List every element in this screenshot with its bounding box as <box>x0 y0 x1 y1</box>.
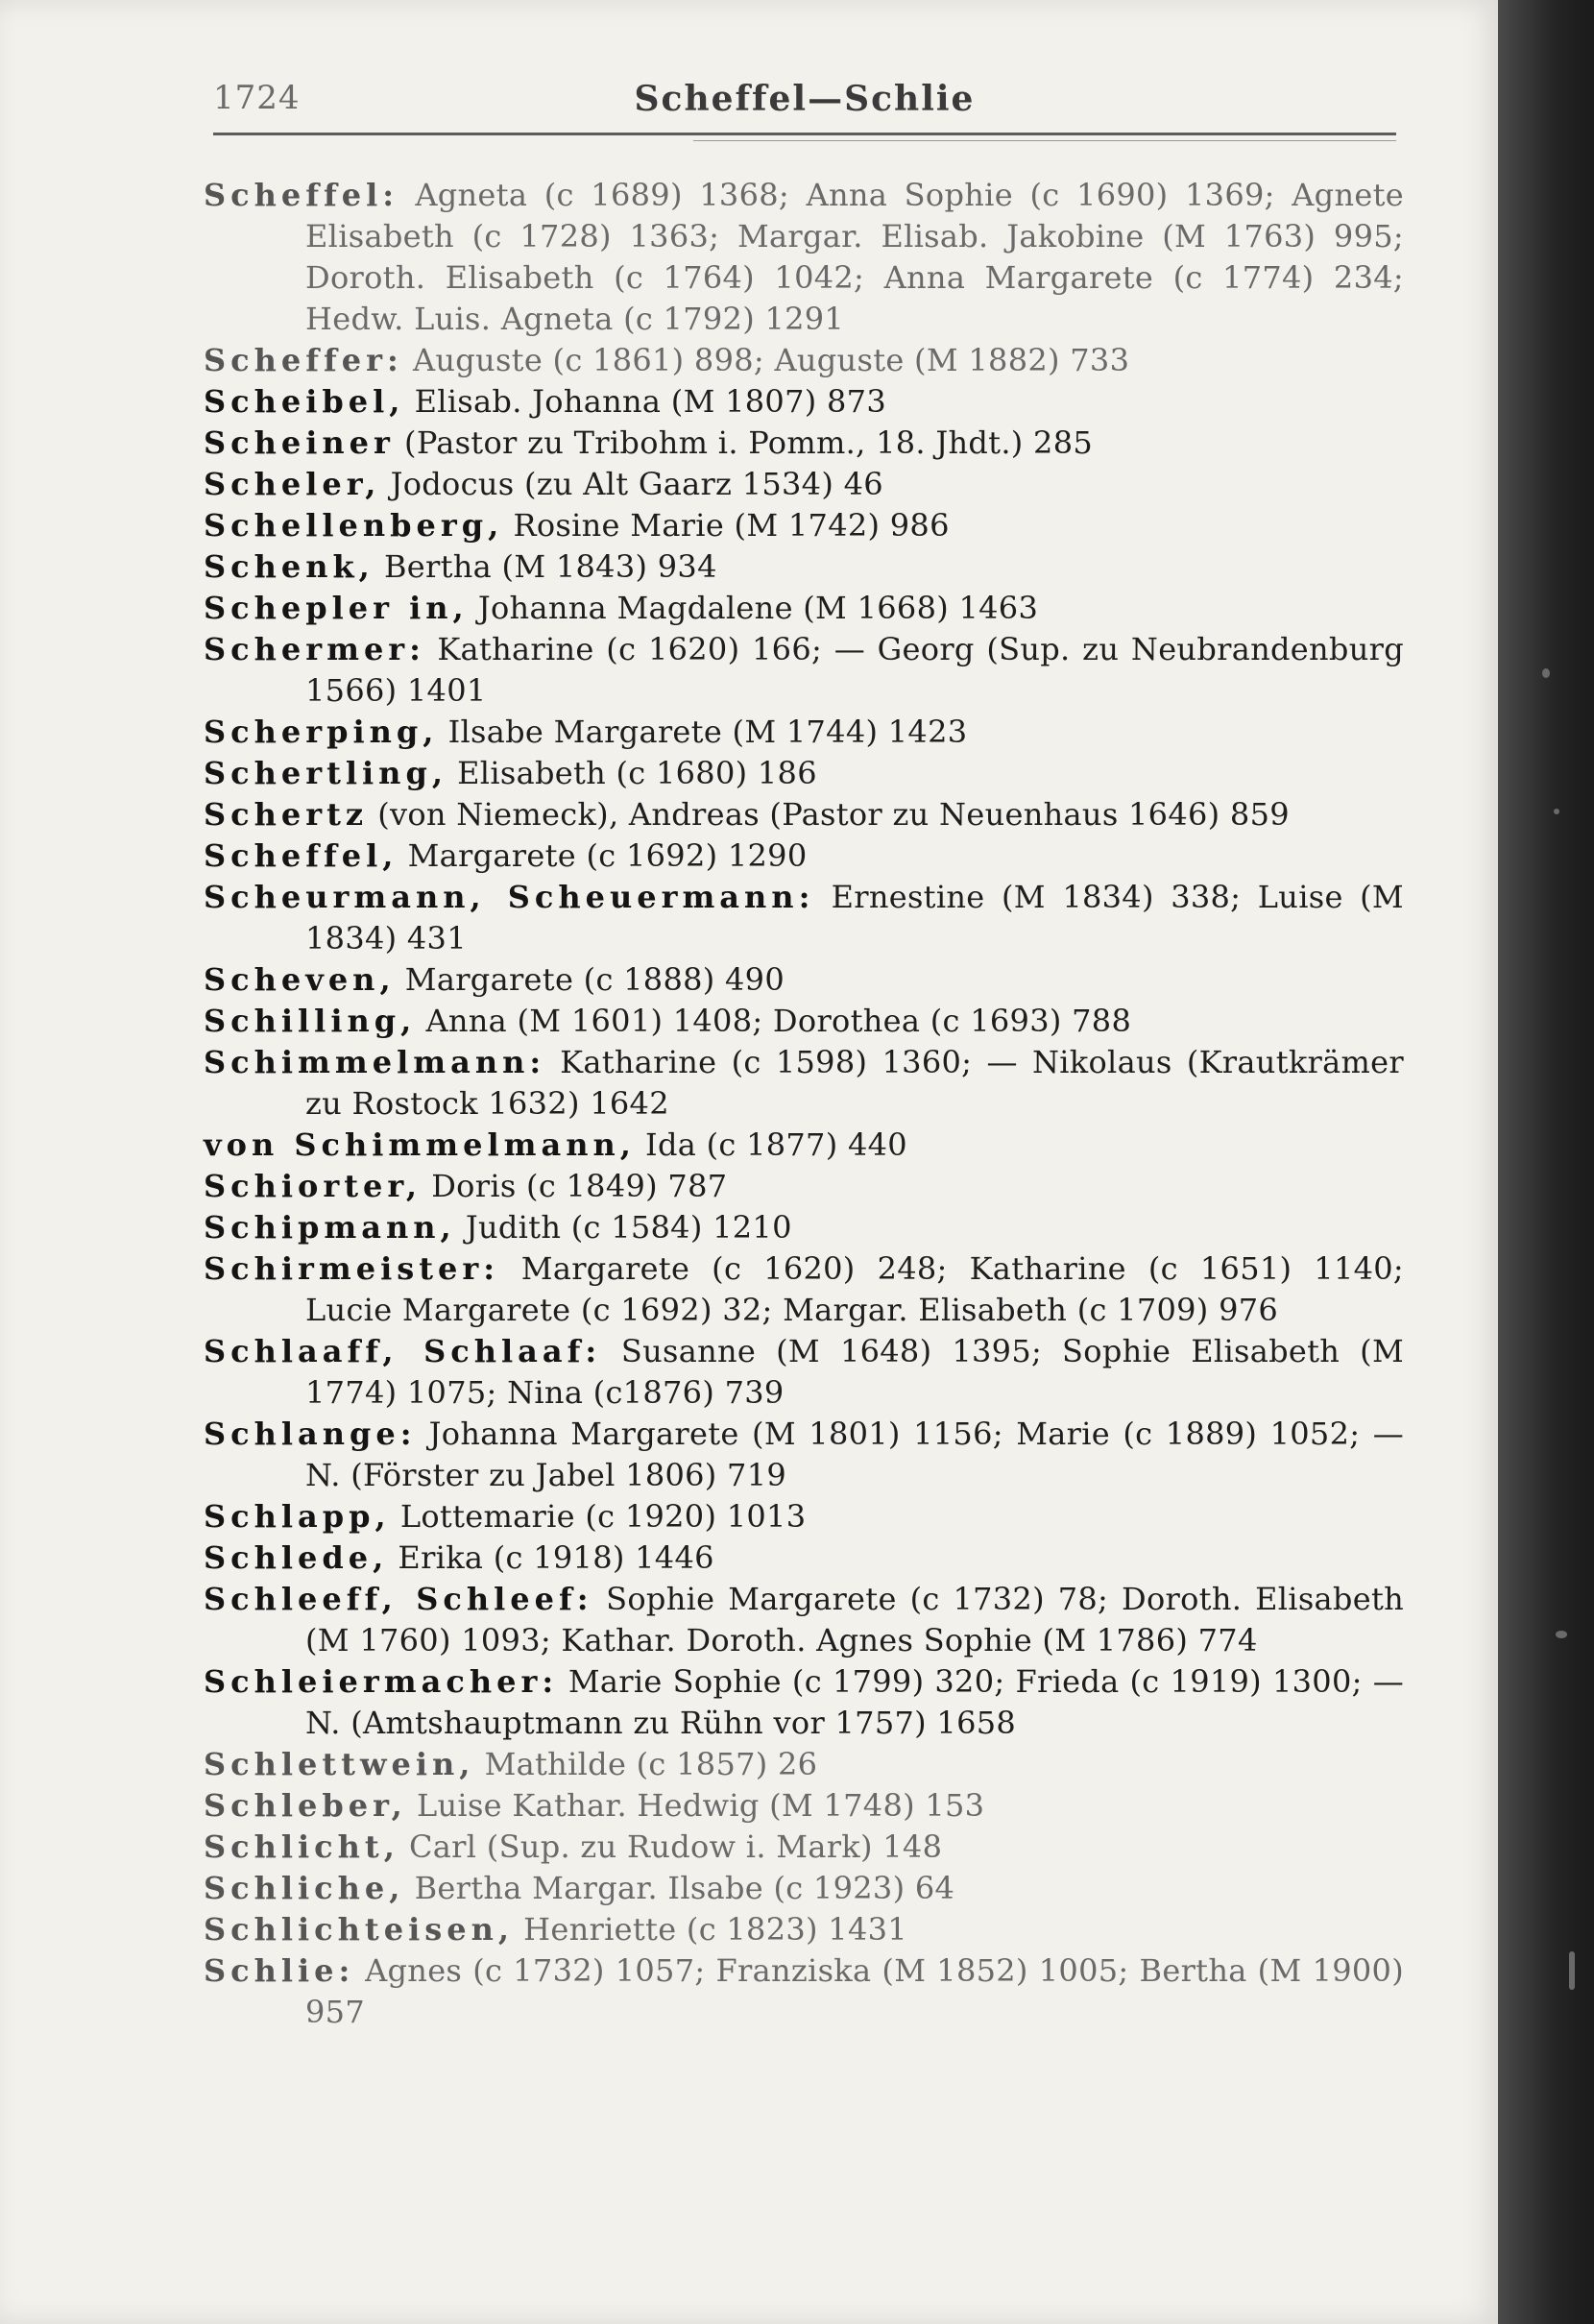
entry-text: Carl (Sup. zu Rudow i. Mark) 148 <box>409 1828 943 1865</box>
register-entry <box>204 175 1404 340</box>
entry-text: Jodocus (zu Alt Gaarz 1534) 46 <box>390 466 883 502</box>
ink-speck <box>1556 1631 1567 1638</box>
register-entry <box>204 1579 1404 1661</box>
register-entry <box>204 1248 1404 1331</box>
ink-speck <box>1542 668 1550 678</box>
register-entry <box>204 505 1404 546</box>
entry-text: Mathilde (c 1857) 26 <box>484 1746 818 1782</box>
register-entry <box>204 1042 1404 1125</box>
register-entry <box>204 1125 1404 1166</box>
entry-text: Marie Sophie (c 1799) 320; Frieda (c 1919) 1300; — N. (Amtshauptmann zu Rühn vor 1757) 1658 <box>305 1663 1405 1741</box>
entry-text: Johanna Margarete (M 1801) 1156; Marie (c 1889) 1052; — N. (Förster zu Jabel 1806) 719 <box>305 1416 1405 1493</box>
surname: von Schimmelmann, <box>204 1126 636 1163</box>
surname: Schilling, <box>204 1003 417 1039</box>
register-entry <box>204 794 1404 835</box>
entry-text: (von Niemeck), Andreas (Pastor zu Neuenhaus 1646) 859 <box>377 796 1290 833</box>
surname: Schiorter, <box>204 1168 423 1204</box>
surname: Schimmelmann: <box>204 1044 546 1080</box>
register-entries <box>204 175 1404 2033</box>
scan-page-edge <box>1498 0 1594 2324</box>
entry-text: Doris (c 1849) 787 <box>431 1168 728 1204</box>
entry-text: Johanna Magdalene (M 1668) 1463 <box>477 590 1039 626</box>
entry-text: Katharine (c 1598) 1360; — Nikolaus (Krautkrämer zu Rostock 1632) 1642 <box>305 1044 1404 1122</box>
register-entry <box>204 1207 1404 1248</box>
surname: Schertling, <box>204 755 447 791</box>
surname: Schertz <box>204 796 369 833</box>
surname: Schellenberg, <box>204 507 504 544</box>
ink-speck <box>1569 1951 1575 1990</box>
surname: Scherping, <box>204 714 439 750</box>
entry-text: Henriette (c 1823) 1431 <box>523 1911 907 1948</box>
surname: Scheibel, <box>204 383 405 420</box>
surname: Schlede, <box>204 1539 389 1576</box>
surname: Scheven, <box>204 961 396 998</box>
entry-text: Lottemarie (c 1920) 1013 <box>399 1498 807 1535</box>
surname: Scheffel, <box>204 837 398 874</box>
entry-text: Susanne (M 1648) 1395; Sophie Elisabeth (M 1774) 1075; Nina (c1876) 739 <box>305 1333 1405 1411</box>
entry-text: Anna (M 1601) 1408; Dorothea (c 1693) 788 <box>425 1003 1132 1039</box>
surname: Schleeff, Schleef: <box>204 1581 593 1617</box>
entry-text: Judith (c 1584) 1210 <box>465 1209 792 1246</box>
register-entry <box>204 1331 1404 1414</box>
surname: Schlicht, <box>204 1828 399 1865</box>
surname: Schleber, <box>204 1787 407 1824</box>
register-entry <box>204 877 1404 959</box>
register-entry <box>204 1744 1404 1785</box>
register-entry <box>204 546 1404 588</box>
entry-text: Margarete (c 1888) 490 <box>404 961 785 998</box>
surname: Scheler, <box>204 466 381 502</box>
register-entry <box>204 835 1404 877</box>
register-entry <box>204 340 1404 381</box>
header-rule <box>213 133 1396 135</box>
register-entry <box>204 753 1404 794</box>
entry-text: (Pastor zu Tribohm i. Pomm., 18. Jhdt.) 285 <box>404 424 1094 461</box>
surname: Schlettwein, <box>204 1746 475 1782</box>
surname: Schirmeister: <box>204 1250 500 1287</box>
register-entry <box>204 1001 1404 1042</box>
surname: Schlaaff, Schlaaf: <box>204 1333 602 1369</box>
entry-text: Agnes (c 1732) 1057; Franziska (M 1852) 1005; Bertha (M 1900) 957 <box>305 1952 1404 2030</box>
surname: Schermer: <box>204 631 425 667</box>
register-entry <box>204 1166 1404 1207</box>
entry-text: Rosine Marie (M 1742) 986 <box>513 507 950 544</box>
surname: Schlange: <box>204 1416 417 1452</box>
entry-text: Bertha (M 1843) 934 <box>383 548 717 585</box>
entry-text: Ilsabe Margarete (M 1744) 1423 <box>447 714 968 750</box>
ink-speck <box>1554 809 1559 814</box>
surname: Schlichteisen, <box>204 1911 514 1948</box>
register-entry <box>204 629 1404 712</box>
surname: Schlapp, <box>204 1498 391 1535</box>
surname: Schepler in, <box>204 590 469 626</box>
register-entry <box>204 712 1404 753</box>
surname: Schipmann, <box>204 1209 456 1246</box>
entry-text: Erika (c 1918) 1446 <box>398 1539 714 1576</box>
entry-text: Katharine (c 1620) 166; — Georg (Sup. zu Neubrandenburg 1566) 1401 <box>305 631 1405 709</box>
page-header <box>213 79 1396 136</box>
surname: Scheffer: <box>204 342 403 378</box>
register-entry <box>204 1909 1404 1950</box>
register-entry <box>204 588 1404 629</box>
register-entry <box>204 1785 1404 1827</box>
entry-text: Margarete (c 1620) 248; Katharine (c 1651) 1140; Lucie Margarete (c 1692) 32; Margar. Elisabeth (c 1709) 976 <box>305 1250 1405 1328</box>
register-entry <box>204 1868 1404 1909</box>
entry-text: Auguste (c 1861) 898; Auguste (M 1882) 733 <box>412 342 1130 378</box>
surname: Schenk, <box>204 548 374 585</box>
surname: Scheffel: <box>204 177 399 213</box>
surname: Scheiner <box>204 424 395 461</box>
register-entry <box>204 959 1404 1001</box>
surname: Scheurmann, Scheuermann: <box>204 879 815 915</box>
register-entry <box>204 464 1404 505</box>
entry-text: Luise Kathar. Hedwig (M 1748) 153 <box>416 1787 985 1824</box>
entry-text: Elisabeth (c 1680) 186 <box>457 755 817 791</box>
surname: Schleiermacher: <box>204 1663 559 1700</box>
entry-text: Agneta (c 1689) 1368; Anna Sophie (c 1690) 1369; Agnete Elisabeth (c 1728) 1363; Margar. Elisab. Jakobine (M 1763) 995; Doroth. Elisabeth (c 1764) 1042; Anna Margarete (c 1774) 234; Hedw. Luis. Agneta (c 1792) 1291 <box>305 177 1405 337</box>
register-entry <box>204 423 1404 464</box>
entry-text: Bertha Margar. Ilsabe (c 1923) 64 <box>414 1870 955 1906</box>
register-entry <box>204 1827 1404 1868</box>
surname: Schlie: <box>204 1952 355 1989</box>
entry-text: Ida (c 1877) 440 <box>645 1126 907 1163</box>
entry-text: Margarete (c 1692) 1290 <box>407 837 808 874</box>
page-number: 1724 <box>213 79 301 117</box>
running-head: Scheffel—Schlie <box>634 79 976 119</box>
register-entry <box>204 1661 1404 1744</box>
entry-text: Ernestine (M 1834) 338; Luise (M 1834) 431 <box>305 879 1404 956</box>
entry-text: Sophie Margarete (c 1732) 78; Doroth. Elisabeth (M 1760) 1093; Kathar. Doroth. Agnes Sophie (M 1786) 774 <box>305 1581 1405 1658</box>
register-entry <box>204 381 1404 423</box>
header-rule-thin <box>693 140 1396 141</box>
register-entry <box>204 1414 1404 1496</box>
register-entry <box>204 1537 1404 1579</box>
surname: Schliche, <box>204 1870 405 1906</box>
register-entry <box>204 1950 1404 2033</box>
entry-text: Elisab. Johanna (M 1807) 873 <box>414 383 886 420</box>
register-entry <box>204 1496 1404 1537</box>
